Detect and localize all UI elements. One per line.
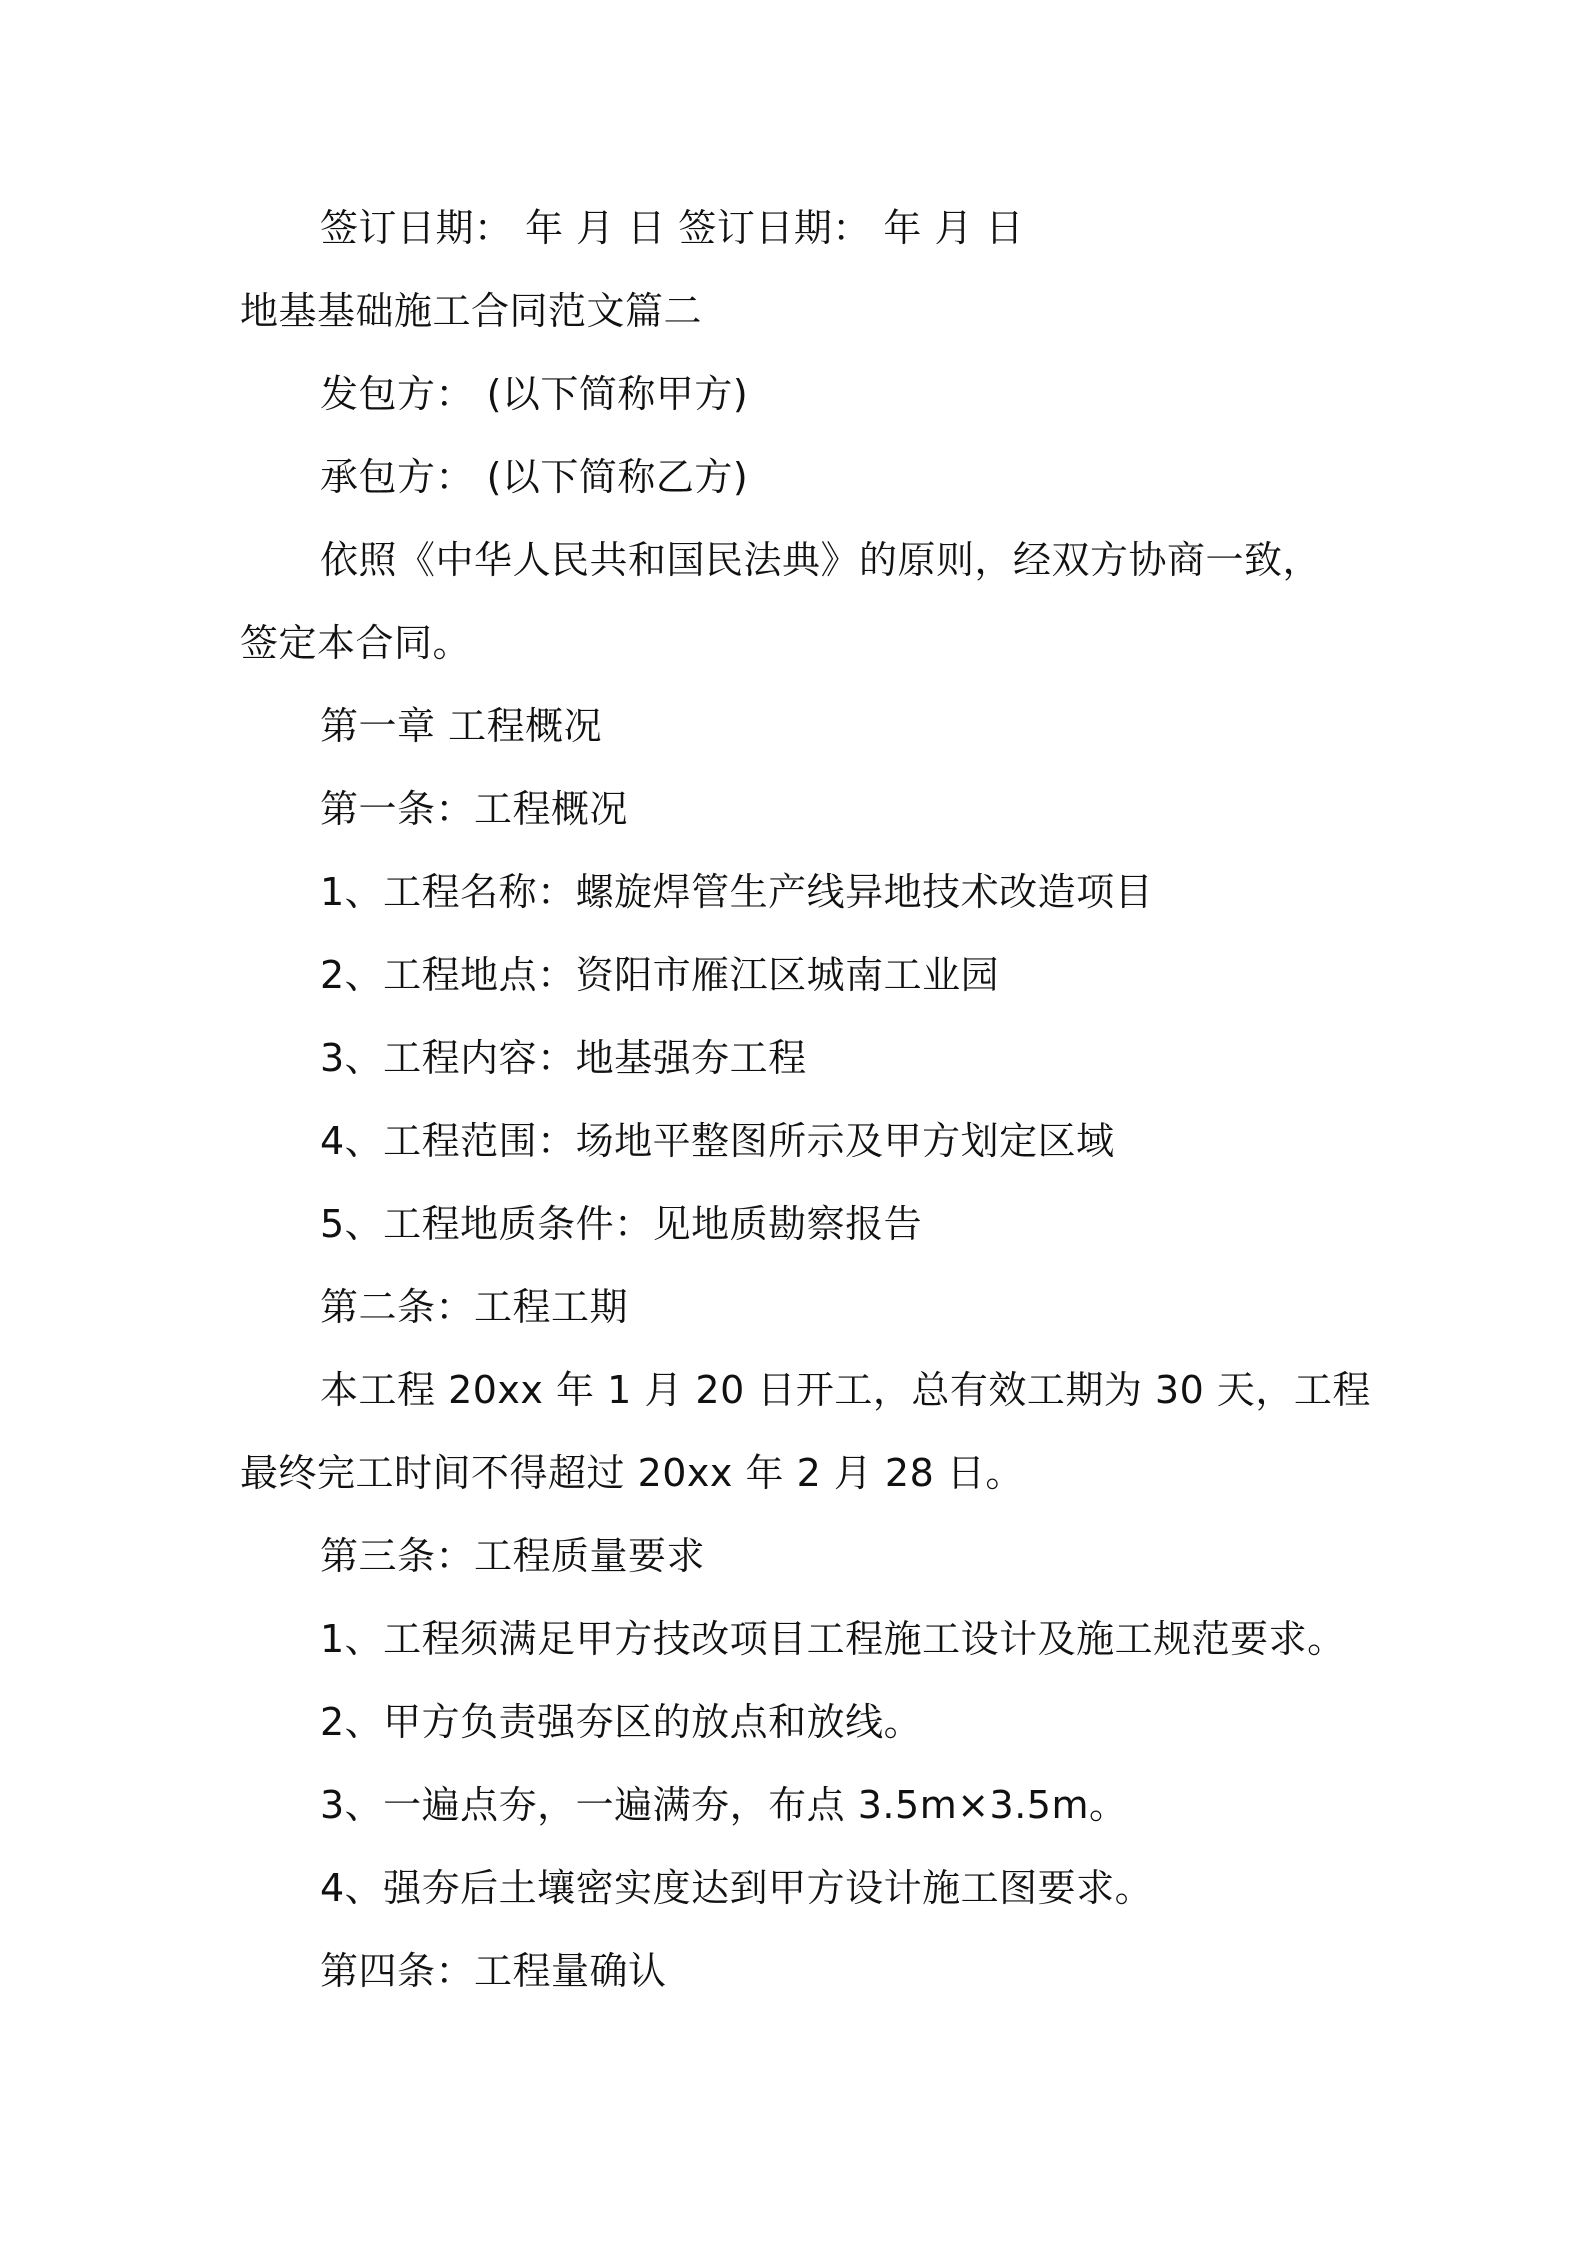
- list-item: 5、工程地质条件：见地质勘察报告: [320, 1202, 923, 1246]
- party-a-line: 发包方： (以下简称甲方): [320, 372, 749, 416]
- list-item: 2、甲方负责强夯区的放点和放线。: [320, 1700, 923, 1744]
- article-heading-3: 第三条：工程质量要求: [320, 1534, 706, 1578]
- list-item: 3、一遍点夯，一遍满夯，布点 3.5m×3.5m。: [320, 1783, 1128, 1827]
- preamble-line-2: 签定本合同。: [240, 621, 472, 665]
- preamble-line-1: 依照《中华人民共和国民法典》的原则，经双方协商一致，: [320, 538, 1322, 582]
- party-b-line: 承包方： (以下简称乙方): [320, 455, 749, 499]
- article-heading-1: 第一条：工程概况: [320, 787, 629, 831]
- article-heading-2: 第二条：工程工期: [320, 1285, 629, 1329]
- signing-date-line: 签订日期： 年 月 日 签订日期： 年 月 日: [320, 206, 1025, 250]
- chapter-heading: 第一章 工程概况: [320, 704, 603, 748]
- list-item: 3、工程内容：地基强夯工程: [320, 1036, 807, 1080]
- list-item: 4、强夯后土壤密实度达到甲方设计施工图要求。: [320, 1866, 1154, 1910]
- schedule-line-2: 最终完工时间不得超过 20xx 年 2 月 28 日。: [240, 1451, 1024, 1495]
- list-item: 4、工程范围：场地平整图所示及甲方划定区域: [320, 1119, 1115, 1163]
- list-item: 1、工程须满足甲方技改项目工程施工设计及施工规范要求。: [320, 1617, 1346, 1661]
- schedule-line-1: 本工程 20xx 年 1 月 20 日开工，总有效工期为 30 天，工程: [320, 1368, 1371, 1412]
- list-item: 1、工程名称：螺旋焊管生产线异地技术改造项目: [320, 870, 1154, 914]
- list-item: 2、工程地点：资阳市雁江区城南工业园: [320, 953, 1000, 997]
- section-title: 地基基础施工合同范文篇二: [240, 289, 703, 333]
- article-heading-4: 第四条：工程量确认: [320, 1949, 667, 1993]
